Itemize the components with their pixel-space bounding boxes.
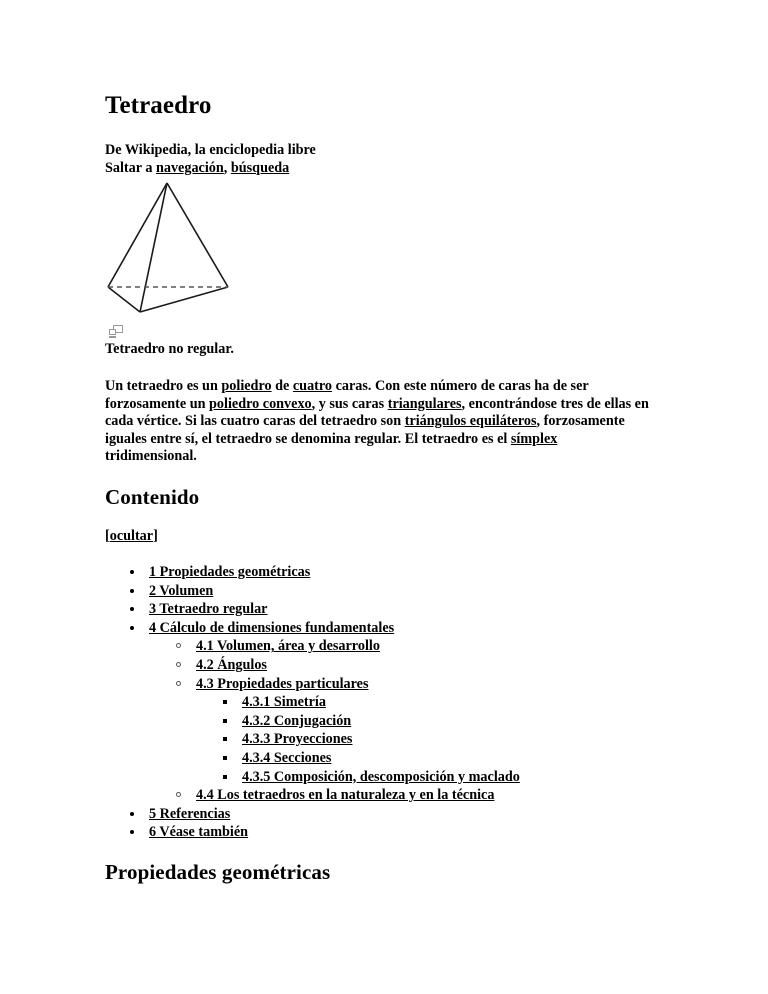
bullet-circle-icon	[176, 681, 181, 686]
toc-item-4-3-2[interactable]	[196, 712, 650, 731]
toc-item-4-3[interactable]	[149, 675, 650, 787]
intro-text-4: , y sus caras	[311, 395, 388, 412]
bullet-disc-icon	[130, 812, 134, 816]
bullet-circle-icon	[176, 643, 181, 648]
bullet-circle-icon	[176, 662, 181, 667]
toc-link-angulos[interactable]: 4.2 Ángulos	[196, 656, 267, 673]
toc-item-3[interactable]	[105, 600, 650, 619]
link-simplex[interactable]: símplex	[510, 430, 558, 447]
intro-text-3: caras. Con este número de caras ha de ser forzosamente un	[105, 378, 589, 412]
toc-link-vease-tambien[interactable]: 6 Véase también	[149, 824, 249, 841]
tetrahedron-drawing-icon	[105, 178, 265, 320]
enlarge-icon-front-frame	[109, 329, 116, 335]
toc-link-proyecciones[interactable]: 4.3.3 Proyecciones	[242, 731, 353, 748]
bullet-disc-icon	[130, 589, 134, 593]
skip-prefix-text: Saltar a	[105, 159, 156, 176]
skip-separator: ,	[223, 159, 231, 176]
toc-sublist-4-3	[196, 693, 650, 786]
bullet-disc-icon	[130, 830, 134, 834]
toc-sublist-4	[149, 637, 650, 804]
enlarge-icon-bar	[109, 336, 116, 338]
bullet-square-icon	[223, 719, 227, 723]
toc-heading: Contenido	[105, 485, 200, 509]
tetrahedron-figure	[105, 178, 265, 326]
toc-toggle[interactable]	[105, 528, 158, 546]
toc-item-5[interactable]	[105, 805, 650, 824]
toc-item-1[interactable]	[105, 563, 650, 582]
toc-link-simetria[interactable]: 4.3.1 Simetría	[242, 694, 326, 711]
toc-item-4-3-4[interactable]	[196, 749, 650, 768]
source-line: De Wikipedia, la enciclopedia libre	[105, 142, 316, 158]
bullet-square-icon	[223, 700, 227, 704]
toc-link-composicion-descomposicion-maclado[interactable]: 4.3.5 Composición, descomposición y maclado	[242, 768, 520, 785]
toc-list	[105, 563, 650, 842]
bullet-disc-icon	[130, 626, 134, 630]
page-title: Tetraedro	[105, 92, 212, 119]
toc-link-referencias[interactable]: 5 Referencias	[149, 805, 231, 822]
enlarge-icon[interactable]	[109, 325, 124, 336]
intro-text-7: tridimensional.	[105, 448, 197, 465]
toc-item-4-3-3[interactable]	[196, 730, 650, 749]
toc-link-tetraedros-naturaleza-tecnica[interactable]: 4.4 Los tetraedros en la naturaleza y en la técnica	[196, 787, 495, 804]
toc-item-4-3-5[interactable]	[196, 768, 650, 787]
bullet-disc-icon	[130, 570, 134, 574]
toc-toggle-bracket-open: [	[105, 528, 110, 544]
link-poliedro-convexo[interactable]: poliedro convexo	[209, 395, 312, 412]
toc-link-conjugacion[interactable]: 4.3.2 Conjugación	[242, 712, 352, 729]
bullet-circle-icon	[176, 792, 181, 797]
toc-link-secciones[interactable]: 4.3.4 Secciones	[242, 749, 332, 766]
intro-text-5: , encontrándose tres de ellas en cada vértice. Si las cuatro caras del tetraedro son	[105, 395, 649, 430]
bullet-square-icon	[223, 737, 227, 741]
article-meta	[105, 142, 650, 177]
bullet-square-icon	[223, 775, 227, 779]
skip-links-line	[105, 160, 650, 178]
toc-toggle-bracket-close: ]	[153, 528, 158, 544]
bullet-square-icon	[223, 756, 227, 760]
intro-text-2: de	[271, 378, 293, 394]
link-cuatro[interactable]: cuatro	[292, 378, 333, 394]
figure-caption: Tetraedro no regular.	[105, 341, 234, 357]
section-heading-propiedades-geometricas: Propiedades geométricas	[105, 860, 331, 884]
skip-to-search-link[interactable]: búsqueda	[230, 159, 290, 176]
toc-link-calculo-dimensiones[interactable]: 4 Cálculo de dimensiones fundamentales	[149, 619, 395, 636]
toc-item-2[interactable]	[105, 582, 650, 601]
toc-link-propiedades-geometricas[interactable]: 1 Propiedades geométricas	[149, 564, 311, 580]
skip-to-navigation-link[interactable]: navegación	[155, 159, 224, 176]
intro-paragraph	[105, 378, 650, 466]
intro-text-1: Un tetraedro es un	[105, 378, 222, 394]
toc-link-propiedades-particulares[interactable]: 4.3 Propiedades particulares	[196, 675, 369, 692]
intro-text-6: , forzosamente iguales entre sí, el tetraedro se denomina regular. El tetraedro es el	[105, 413, 625, 447]
toc-link-volumen-area-desarrollo[interactable]: 4.1 Volumen, área y desarrollo	[196, 638, 380, 655]
toc-item-4-4[interactable]	[149, 786, 650, 805]
toc-toggle-link[interactable]: ocultar	[109, 528, 154, 544]
link-triangulos-equilateros[interactable]: triángulos equiláteros	[404, 413, 537, 430]
bullet-disc-icon	[130, 607, 134, 611]
toc-link-volumen[interactable]: 2 Volumen	[149, 582, 214, 599]
toc-link-tetraedro-regular[interactable]: 3 Tetraedro regular	[149, 601, 268, 618]
link-poliedro[interactable]: poliedro	[221, 378, 272, 394]
toc-item-4-3-1[interactable]	[196, 693, 650, 712]
toc-item-4-2[interactable]	[149, 656, 650, 675]
toc-item-4[interactable]	[105, 619, 650, 805]
link-triangulares[interactable]: triangulares	[387, 395, 462, 412]
toc-item-6[interactable]	[105, 823, 650, 842]
toc-item-4-1[interactable]	[149, 637, 650, 656]
